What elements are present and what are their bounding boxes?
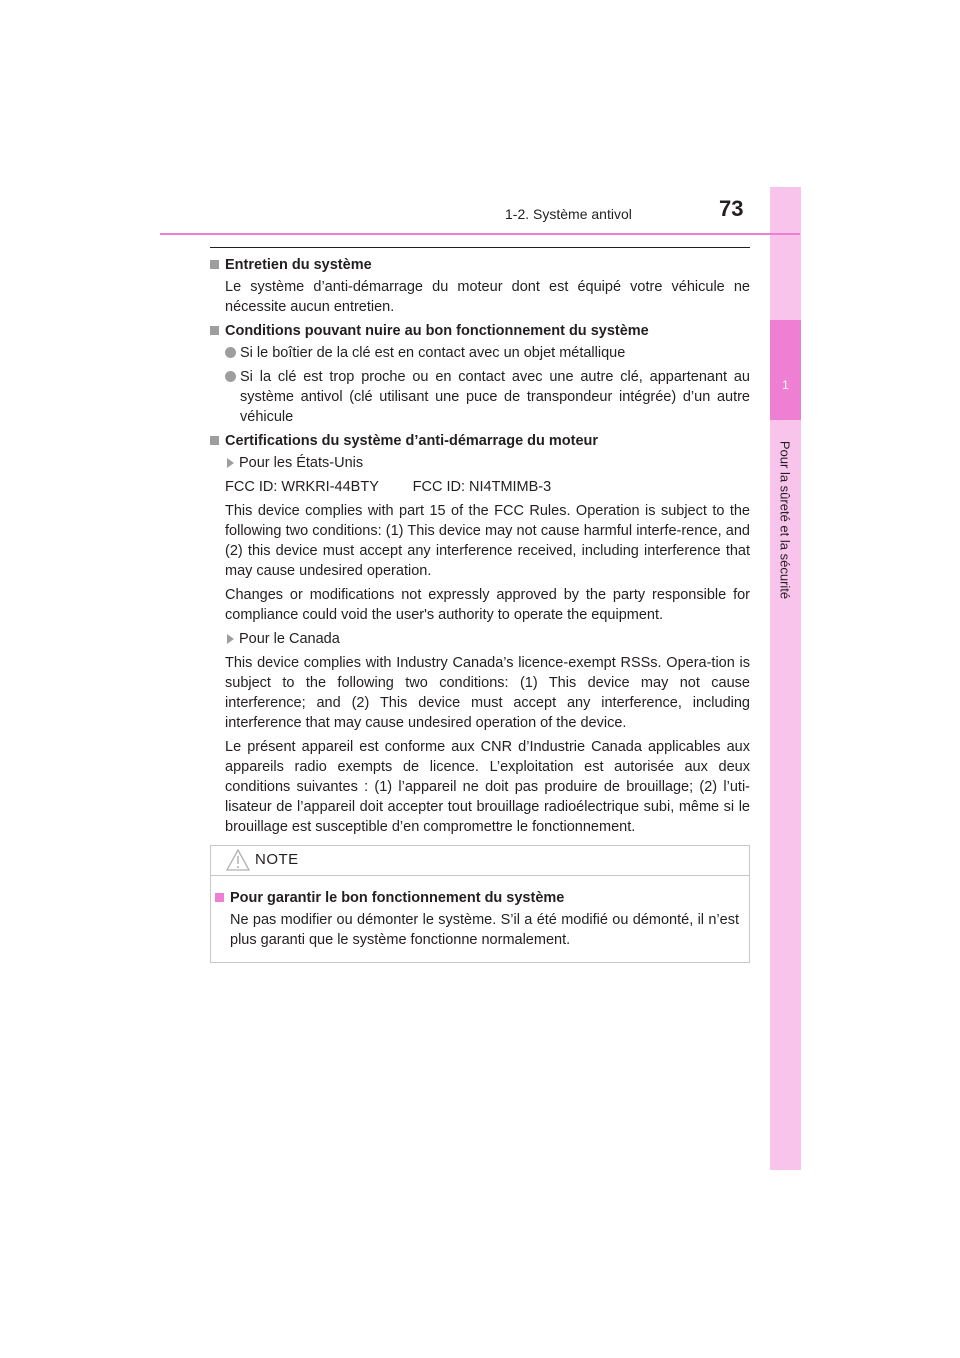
section-heading-certifications: Certifications du système d’anti-démarrage du moteur bbox=[210, 431, 750, 451]
paragraph: Changes or modifications not expressly approved by the party responsible for compliance could void the user's authority to operate the equipment. bbox=[225, 587, 750, 623]
square-bullet-icon bbox=[210, 436, 219, 445]
paragraph: Le système d’anti-démarrage du moteur dont est équipé votre véhicule ne nécessite aucun entretien. bbox=[225, 279, 750, 315]
content-rule bbox=[210, 247, 750, 248]
note-label: NOTE bbox=[255, 851, 299, 868]
page-number: 73 bbox=[719, 196, 744, 221]
note-body bbox=[211, 876, 749, 950]
list-item: Si le boîtier de la clé est en contact avec un objet métallique bbox=[225, 343, 750, 363]
section-heading-maintenance: Entretien du système bbox=[210, 255, 750, 275]
square-bullet-icon bbox=[210, 260, 219, 269]
header-rule bbox=[160, 233, 800, 235]
chapter-title: Pour la sûreté et la sécurité bbox=[777, 440, 793, 600]
note-header bbox=[211, 846, 749, 876]
paragraph: This device complies with part 15 of the FCC Rules. Operation is subject to the following two conditions: (1) This device may not cause harmful interfe-rence, and (2) this device must accept any interference received, including interference that may cause undesired operation. bbox=[225, 503, 750, 579]
fcc-id: FCC ID: NI4TMIMB-3 bbox=[412, 479, 552, 495]
note-text: Ne pas modifier ou démonter le système. S’il a été modifié ou démonté, il n’est plus garanti que le système fonctionne normalement. bbox=[230, 912, 739, 948]
circle-bullet-icon bbox=[225, 347, 236, 358]
paragraph: Le présent appareil est conforme aux CNR d’Industrie Canada applicables aux appareils radio exempts de licence. L’exploitation est autorisée aux deux conditions suivantes : (1) l’appareil ne doit pas produire de brouillage; (2) l’uti-lisateur de l’appareil doit accepter tout brouillage radioélectrique subi, même si le brouillage est susceptible d’en compromettre le fonctionnement. bbox=[225, 739, 750, 835]
triangle-arrow-icon bbox=[227, 458, 234, 468]
circle-bullet-icon bbox=[225, 371, 236, 382]
note-heading: Pour garantir le bon fonctionnement du système bbox=[215, 888, 739, 908]
main-content bbox=[210, 255, 750, 841]
subsection-canada: Pour le Canada bbox=[225, 629, 750, 649]
warning-triangle-icon bbox=[226, 849, 250, 871]
section-title: 1-2. Système antivol bbox=[505, 206, 632, 222]
paragraph: This device complies with Industry Canada’s licence-exempt RSSs. Opera-tion is subject to the following two conditions: (1) This device may not cause interference; and (2) This device must accept any interference, including interference that may cause undesired operation of the device. bbox=[225, 655, 750, 731]
fcc-id: FCC ID: WRKRI-44BTY bbox=[225, 479, 379, 495]
list-item: Si la clé est trop proche ou en contact avec une autre clé, appartenant au système antivol (clé utilisant une puce de transpondeur intégrée) d’un autre véhicule bbox=[225, 367, 750, 427]
square-bullet-icon bbox=[215, 893, 224, 902]
square-bullet-icon bbox=[210, 326, 219, 335]
chapter-number: 1 bbox=[782, 378, 789, 392]
fcc-ids bbox=[225, 477, 750, 497]
subsection-usa: Pour les États-Unis bbox=[225, 453, 750, 473]
chapter-tab bbox=[770, 320, 801, 420]
section-heading-conditions: Conditions pouvant nuire au bon fonctionnement du système bbox=[210, 321, 750, 341]
note-box bbox=[210, 845, 750, 963]
triangle-arrow-icon bbox=[227, 634, 234, 644]
